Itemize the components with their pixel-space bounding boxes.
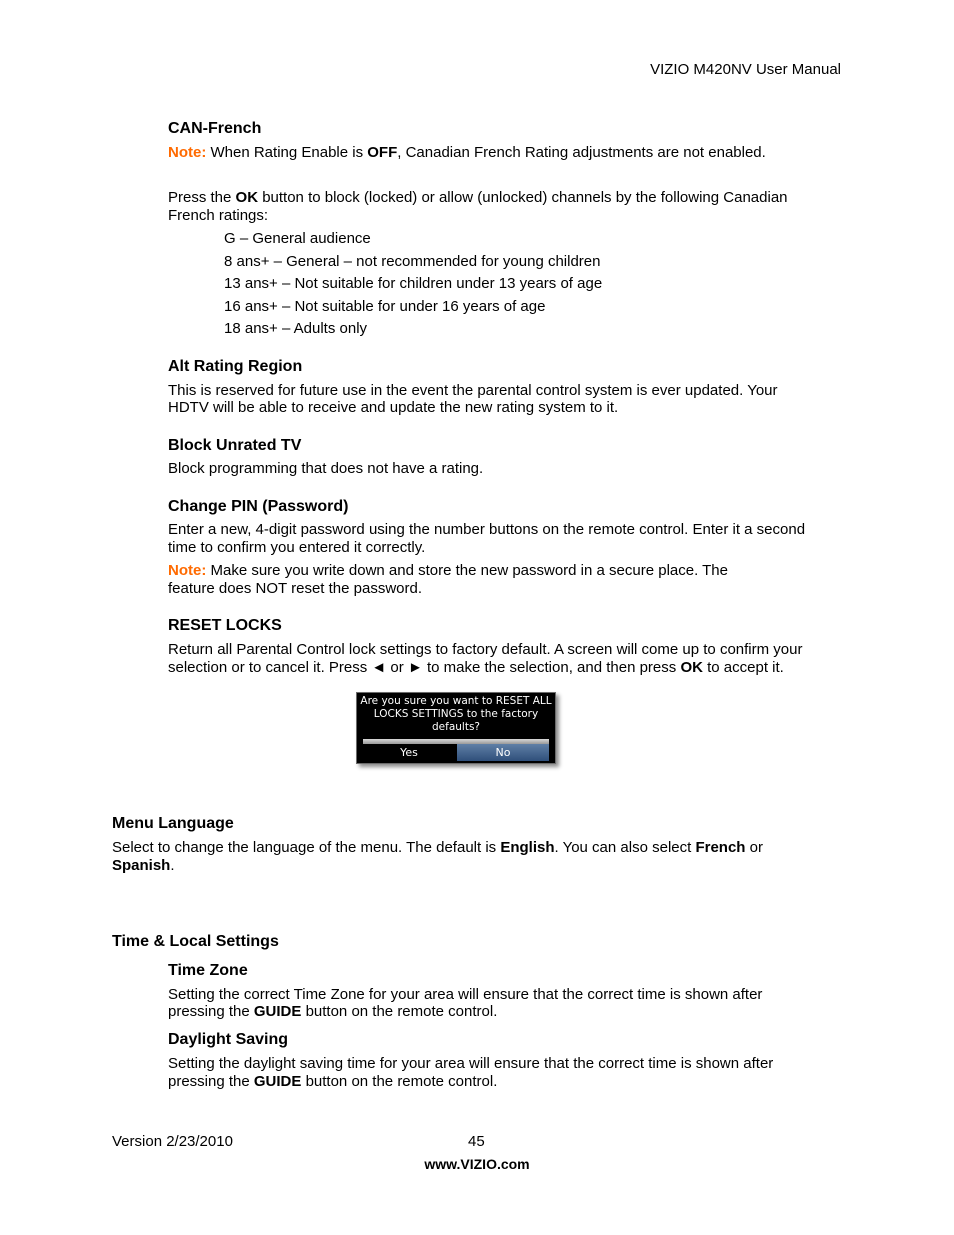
lang-french: French [695,839,746,856]
menu-language-text [112,839,763,857]
tz-text-end: button on the remote control. [301,1003,498,1020]
can-french-heading: CAN-French [168,120,262,137]
time-zone-heading: Time Zone [168,962,248,979]
change-pin-heading: Change PIN (Password) [168,498,349,515]
note-label: Note: [168,144,207,161]
tz-text: pressing the [168,1003,254,1020]
reset-locks-heading: RESET LOCKS [168,617,282,634]
dialog-line: Are you sure you want to RESET ALL [360,695,552,707]
rating-item: 16 ans+ – Not suitable for under 16 years of age [224,298,546,315]
block-unrated-text: Block programming that does not have a rating. [168,460,484,477]
change-pin-note [168,562,728,580]
instr-text: Press the [168,189,236,206]
dst-text: pressing the [168,1073,254,1090]
reset-bold: OK [680,659,703,676]
can-french-instructions-line2: French ratings: [168,207,269,224]
can-french-note [168,144,766,162]
change-pin-note-line2: feature does NOT reset the password. [168,580,423,597]
rating-item: 8 ans+ – General – not recommended for young children [224,253,601,270]
note-text: Make sure you write down and store the new password in a secure place. The [206,562,728,579]
dialog-line: defaults? [432,721,480,733]
note-label: Note: [168,562,207,579]
dst-bold: GUIDE [253,1073,302,1090]
footer-version: Version 2/23/2010 [112,1133,233,1150]
alt-rating-text-line2: HDTV will be able to receive and update the new rating system to it. [168,399,619,416]
document-header: VIZIO M420NV User Manual [650,61,841,78]
lang-period: . [170,857,175,874]
dialog-line: LOCKS SETTINGS to the factory [373,708,539,720]
reset-text: selection or to cancel it. Press ◄ or ► to make the selection, and then press [168,659,681,676]
lang-english: English [500,839,555,856]
lang-text-mid: . You can also select [554,839,696,856]
tz-bold: GUIDE [253,1003,302,1020]
footer-url: www.VIZIO.com [424,1156,530,1172]
dst-text-end: button on the remote control. [301,1073,498,1090]
time-local-heading: Time & Local Settings [112,933,279,950]
daylight-saving-text-line2 [168,1073,497,1091]
daylight-saving-heading: Daylight Saving [168,1031,289,1048]
menu-language-text-line2 [112,857,175,875]
lang-spanish: Spanish [112,857,171,874]
note-text: When Rating Enable is [206,144,368,161]
reset-confirm-dialog [356,692,556,764]
time-zone-text-line2 [168,1003,497,1021]
no-button[interactable]: No [457,744,549,761]
footer-page-number: 45 [468,1133,485,1150]
lang-text-end: or [745,839,763,856]
alt-rating-heading: Alt Rating Region [168,358,303,375]
change-pin-text-line1: Enter a new, 4-digit password using the number buttons on the remote control. Enter it a second [168,521,806,538]
note-bold: OFF [367,144,398,161]
instr-text-end: button to block (locked) or allow (unlocked) channels by the following Canadian [258,189,788,206]
lang-text: Select to change the language of the menu. The default is [112,839,501,856]
menu-language-heading: Menu Language [112,815,234,832]
rating-item: G – General audience [224,230,371,247]
reset-text-end: to accept it. [702,659,784,676]
daylight-saving-text-line1: Setting the daylight saving time for your area will ensure that the correct time is shown after [168,1055,774,1072]
can-french-instructions [168,189,788,207]
dialog-message [357,695,555,734]
yes-button[interactable]: Yes [361,744,457,761]
rating-item: 13 ans+ – Not suitable for children under 13 years of age [224,275,603,292]
change-pin-text-line2: time to confirm you entered it correctly. [168,539,426,556]
note-text-end: , Canadian French Rating adjustments are not enabled. [397,144,766,161]
reset-locks-text-line2 [168,659,784,677]
block-unrated-heading: Block Unrated TV [168,437,302,454]
rating-item: 18 ans+ – Adults only [224,320,368,337]
time-zone-text-line1: Setting the correct Time Zone for your area will ensure that the correct time is shown after [168,986,763,1003]
instr-bold: OK [235,189,259,206]
alt-rating-text-line1: This is reserved for future use in the event the parental control system is ever updated. Your [168,382,778,399]
reset-locks-text-line1: Return all Parental Control lock settings to factory default. A screen will come up to confirm your [168,641,803,658]
